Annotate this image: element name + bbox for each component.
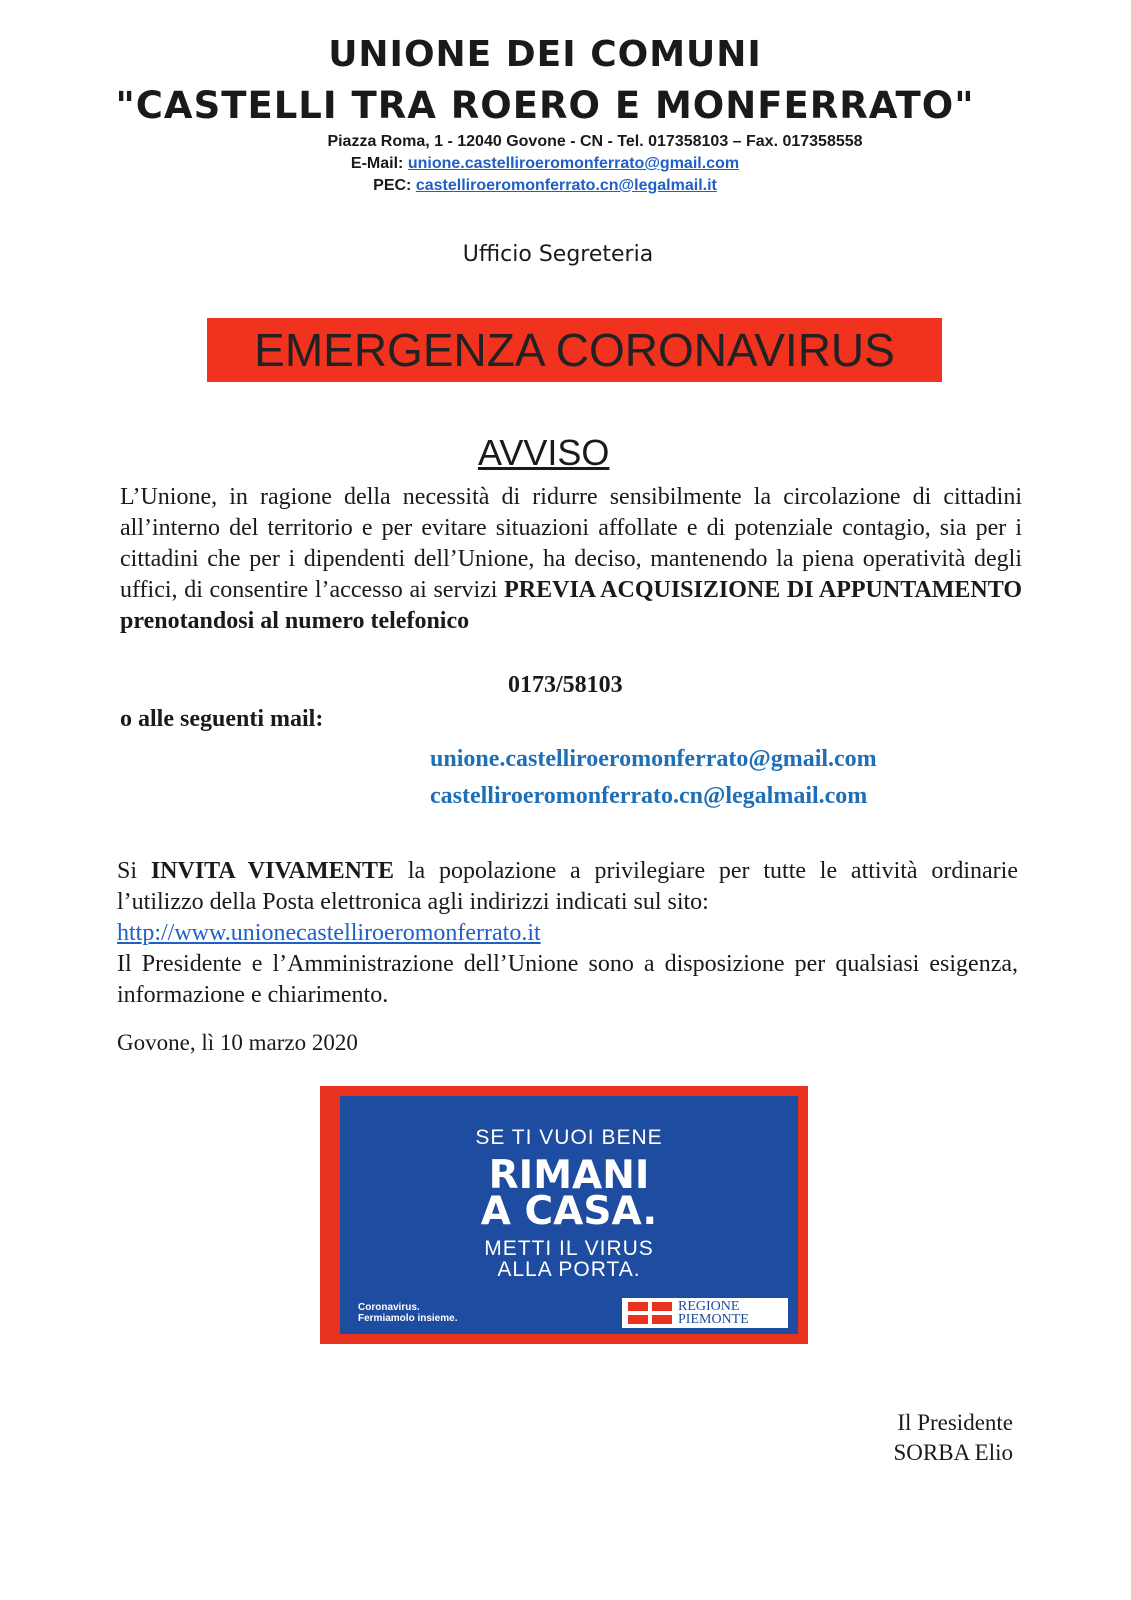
regione-piemonte-logo <box>622 1298 788 1328</box>
banner-text: EMERGENZA CORONAVIRUS <box>254 324 895 376</box>
mail-intro: o alle seguenti mail: <box>120 706 324 732</box>
poster-line-5: ALLA PORTA. <box>497 1258 641 1281</box>
pec-link[interactable]: castelliroeromonferrato.cn@legalmail.it <box>415 177 717 194</box>
p2-text: la popolazione a privilegiare per tutte le attività ordinarie l’utilizzo della Posta elettronica agli indirizzi indicati sul sito: <box>117 858 1018 915</box>
header-email-line <box>0 155 1090 173</box>
phone-number: 0173/58103 <box>508 672 623 698</box>
p2-bold: INVITA VIVAMENTE <box>150 858 395 884</box>
poster-line-4: METTI IL VIRUS <box>484 1237 654 1260</box>
signature-role: Il Presidente <box>897 1410 1013 1435</box>
stay-home-poster <box>320 1086 808 1344</box>
piemonte-flag-icon <box>628 1302 672 1324</box>
logo-text-1: REGIONE <box>678 1299 740 1314</box>
header-title-1: UNIONE DEI COMUNI <box>328 34 762 75</box>
poster-footer-2: Fermiamolo insieme. <box>358 1313 458 1324</box>
mail-2[interactable]: castelliroeromonferrato.cn@legalmail.com <box>430 783 868 809</box>
email-link[interactable]: unione.castelliroeromonferrato@gmail.com <box>407 155 740 172</box>
poster-line-2: RIMANI <box>488 1153 650 1198</box>
p2-pre: Si <box>117 858 151 884</box>
p3-text: Il Presidente e l’Amministrazione dell’Unione sono a disposizione per qualsiasi esigenza, informazione e chiarimento. <box>117 951 1018 1008</box>
logo-text-2: PIEMONTE <box>678 1312 749 1327</box>
header-address: Piazza Roma, 1 - 12040 Govone - CN - Tel. 017358103 – Fax. 017358558 <box>327 133 863 150</box>
poster-footer <box>358 1302 457 1324</box>
office-name: Ufficio Segreteria <box>462 242 654 267</box>
notice-title: AVVISO <box>478 432 610 473</box>
notice-date: Govone, lì 10 marzo 2020 <box>117 1030 358 1055</box>
poster-line-1: SE TI VUOI BENE <box>475 1126 663 1149</box>
poster-line-3: A CASA. <box>480 1189 658 1234</box>
poster-footer-1: Coronavirus. <box>358 1302 420 1313</box>
pec-label: PEC: <box>373 177 412 194</box>
mail-1[interactable]: unione.castelliroeromonferrato@gmail.com <box>430 746 877 772</box>
notice-paragraph-2 <box>117 856 1018 1011</box>
notice-paragraph-1 <box>120 482 1022 637</box>
header-title-2: "CASTELLI TRA ROERO E MONFERRATO" <box>115 84 975 127</box>
emergency-banner <box>207 318 942 382</box>
signature-name: SORBA Elio <box>893 1440 1013 1465</box>
website-link[interactable]: http://www.unionecastelliroeromonferrato.it <box>117 920 541 946</box>
email-label: E-Mail: <box>350 155 404 172</box>
p1-bold: PREVIA ACQUISIZIONE DI APPUNTAMENTO prenotandosi al numero telefonico <box>120 577 1023 634</box>
p1-text: L’Unione, in ragione della necessità di ridurre sensibilmente la circolazione di cittadini all’interno del territorio e per evitare situazioni affollate e di potenziale contagio, sia per i cittadini che per i dipendenti dell’Unione, ha deciso, mantenendo la piena operatività degli uffici, di consentire l’accesso ai servizi <box>120 484 1022 603</box>
header-pec-line <box>0 177 1090 195</box>
